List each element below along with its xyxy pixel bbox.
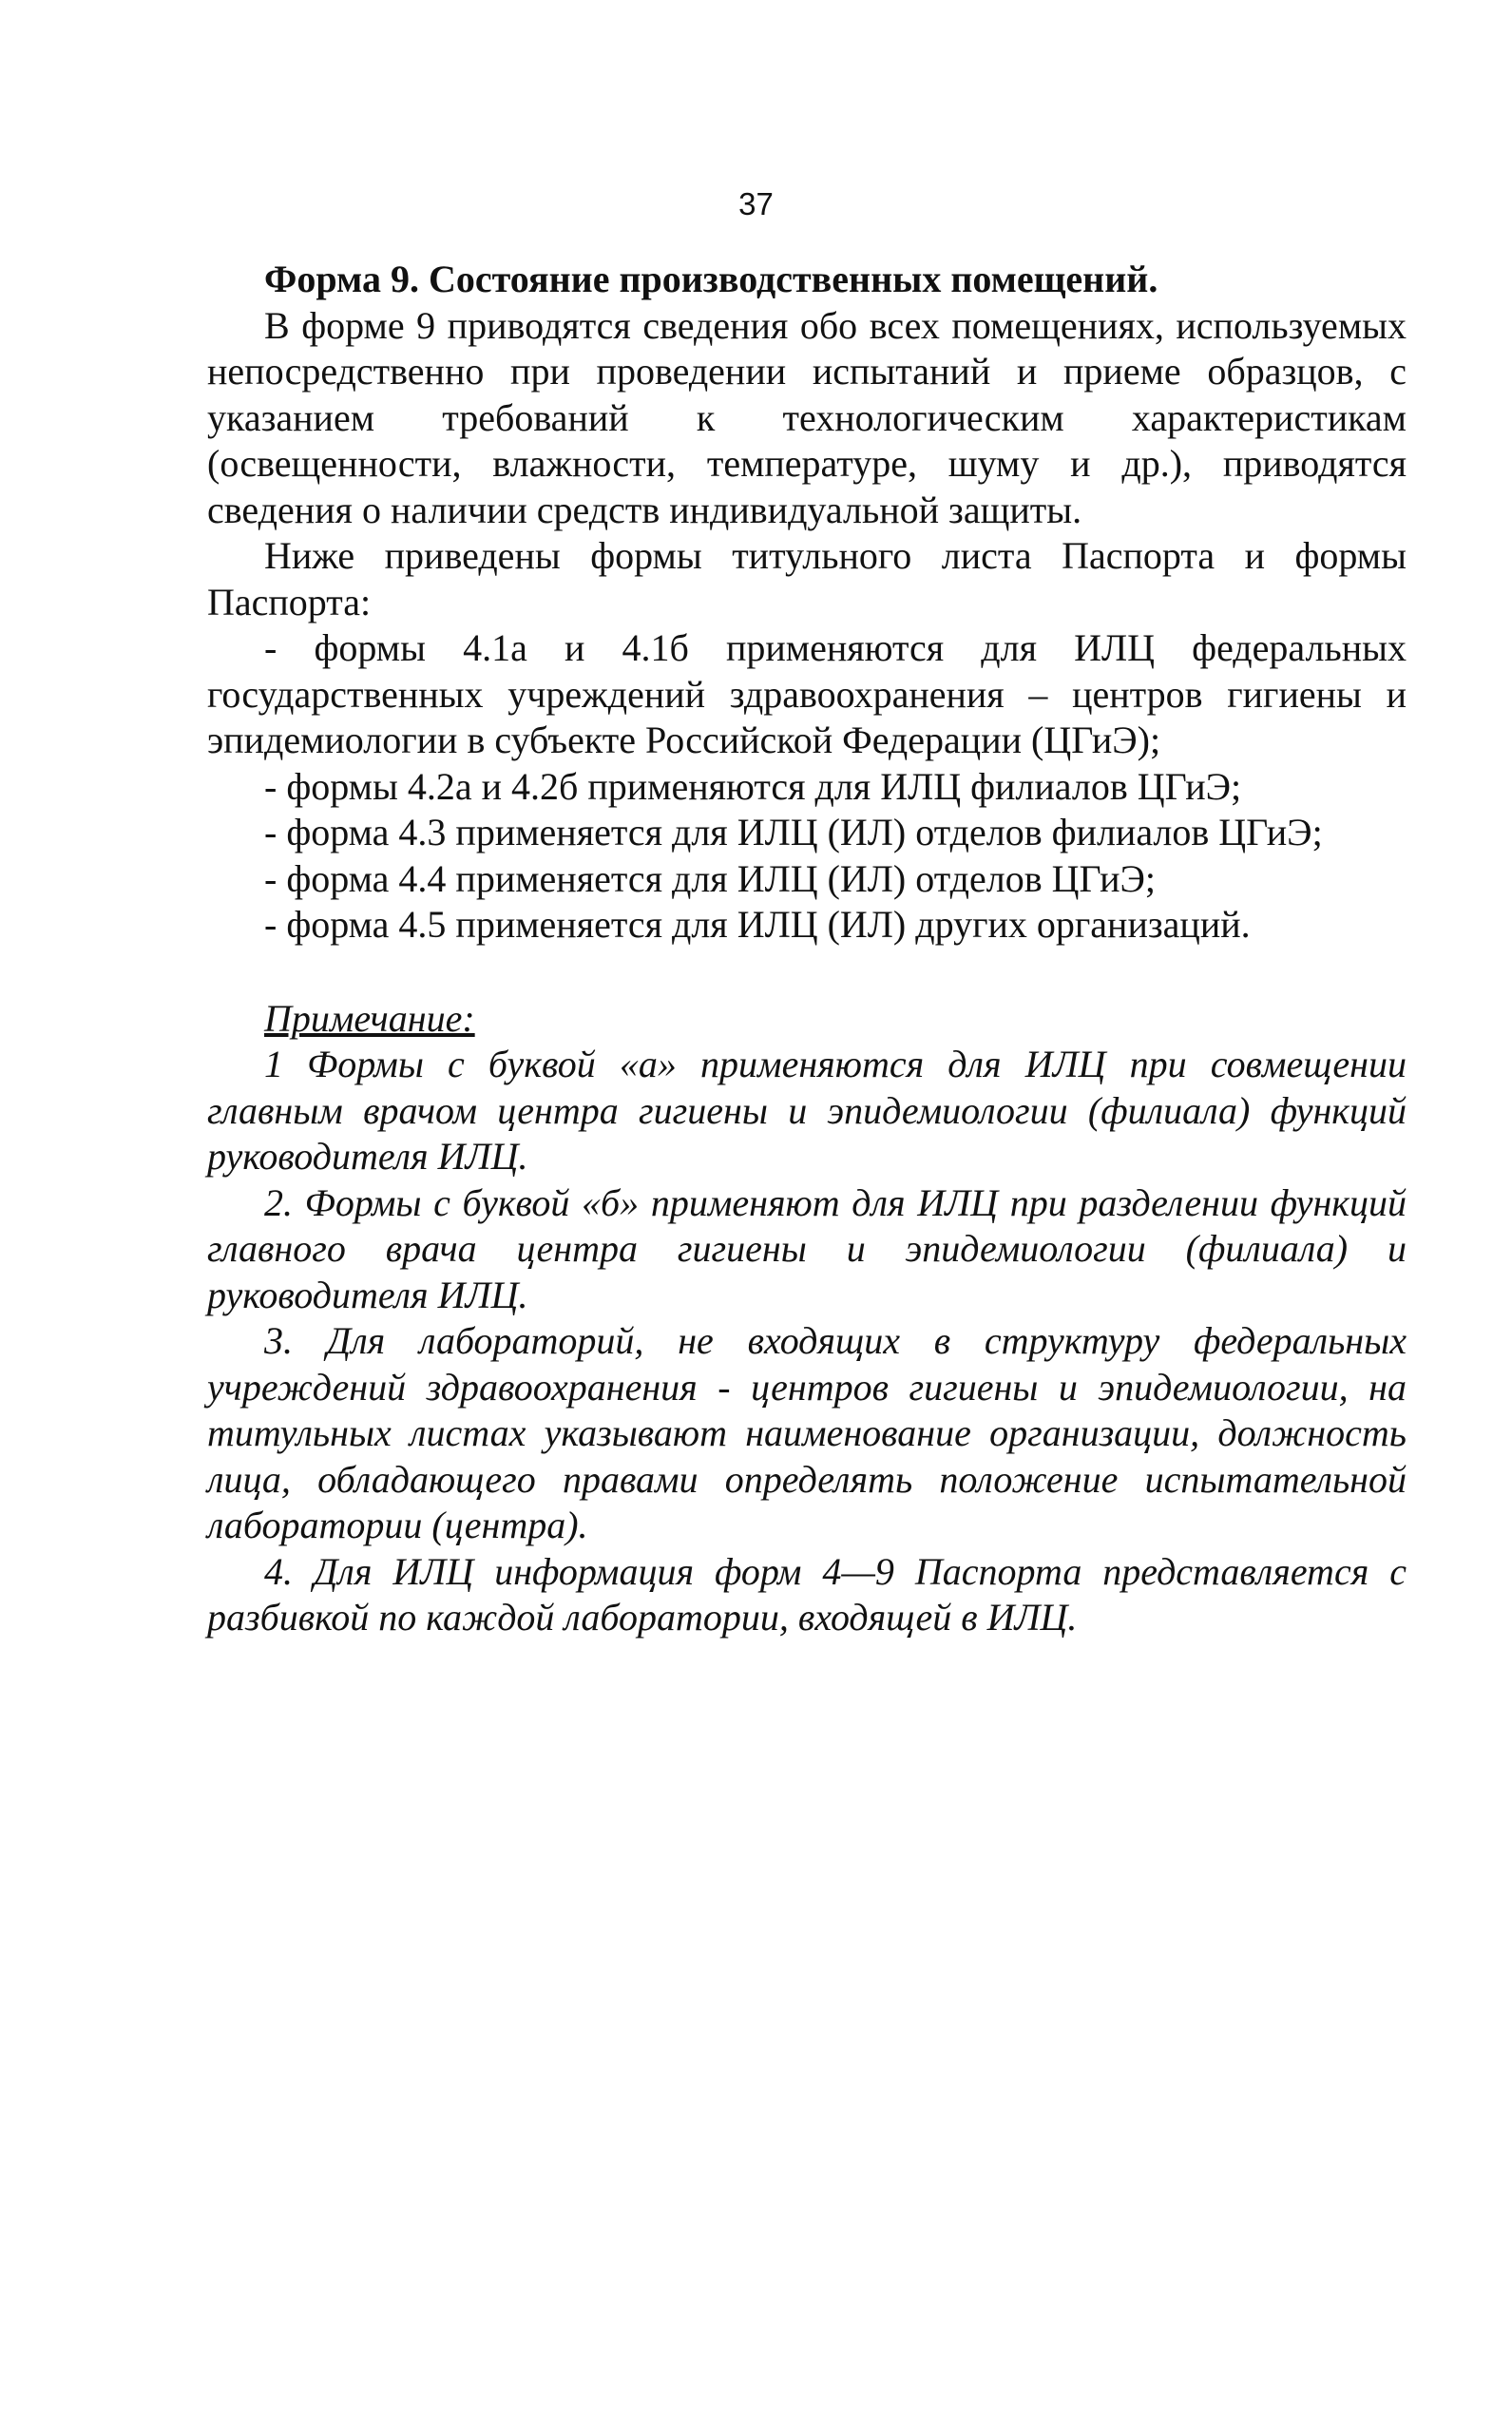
note-title: Примечание: — [264, 996, 475, 1040]
note-item: 1 Формы с буквой «а» применяются для ИЛЦ при совмещении главным врачом центра гигиены и эпидемиологии (филиала) функций руководителя ИЛЦ. — [207, 1043, 1407, 1178]
document-body — [207, 257, 1407, 1641]
page-number: 37 — [738, 186, 774, 221]
list-item: - формы 4.2а и 4.2б применяются для ИЛЦ филиалов ЦГиЭ; — [264, 764, 1242, 808]
list-item: - формы 4.1а и 4.1б применяются для ИЛЦ федеральных государственных учреждений здравоохранения – центров гигиены и эпидемиологии в субъекте Российской Федерации (ЦГиЭ); — [207, 626, 1407, 761]
list-item: - форма 4.3 применяется для ИЛЦ (ИЛ) отделов филиалов ЦГиЭ; — [264, 811, 1323, 853]
note-item: 4. Для ИЛЦ информация форм 4—9 Паспорта представляется с разбивкой по каждой лаборатории, входящей в ИЛЦ. — [207, 1549, 1407, 1639]
list-item: - форма 4.5 применяется для ИЛЦ (ИЛ) других организаций. — [264, 903, 1251, 946]
note-block — [207, 996, 1407, 1641]
note-item: 3. Для лабораторий, не входящих в структуру федеральных учреждений здравоохранения - центров гигиены и эпидемиологии, на титульных листах указывают наименование организации, должность лица, обладающего правами определять положение испытательной лаборатории (центра). — [207, 1319, 1407, 1546]
paragraph-form9-description: В форме 9 приводятся сведения обо всех помещениях, используемых непосредственно при проведении испытаний и приеме образцов, с указанием требований к технологическим характеристикам (освещенности, влажности, температуре, шуму и др.), приводятся сведения о наличии средств индивидуальной защиты. — [207, 303, 1407, 531]
forms-list — [207, 625, 1407, 949]
note-item: 2. Формы с буквой «б» применяют для ИЛЦ при разделении функций главного врача центра гигиены и эпидемиологии (филиала) и руководителя ИЛЦ. — [207, 1180, 1407, 1316]
paragraph-forms-intro: Ниже приведены формы титульного листа Паспорта и формы Паспорта: — [207, 534, 1407, 623]
list-item: - форма 4.4 применяется для ИЛЦ (ИЛ) отделов ЦГиЭ; — [264, 856, 1157, 900]
section-heading: Форма 9. Состояние производственных помещений. — [264, 258, 1158, 300]
